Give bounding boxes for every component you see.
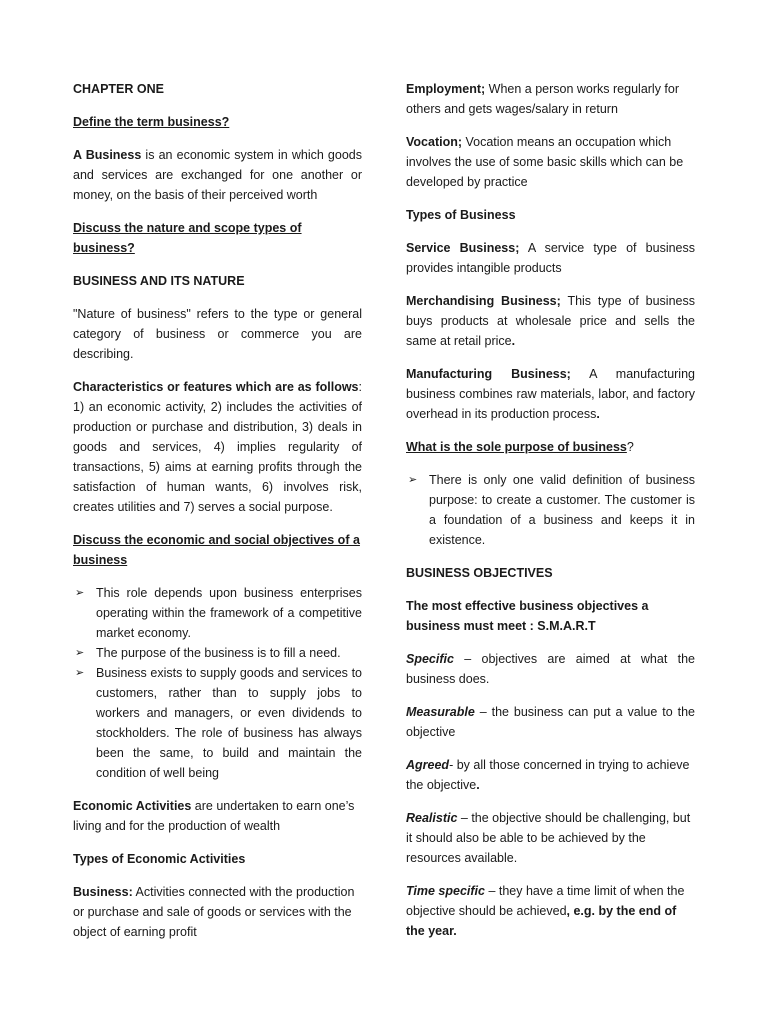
economic-activities-text: are undertaken to earn one’s living and for the production of wealth	[73, 799, 355, 833]
smart-text: – the objective should be challenging, but it should also be able to be achieved by the resources available.	[406, 811, 691, 865]
chapter-title: CHAPTER ONE	[73, 82, 164, 96]
business-definition-text: is an economic system in which goods and services are exchanged for one another or money, on the basis of their perceived worth	[73, 148, 362, 202]
service-business-term: Service Business;	[406, 241, 520, 255]
characteristics-text: : 1) an economic activity, 2) includes the activities of production or purchase and distribution, 3) deals in goods and services, 4) implies regularity of transactions, 5) aims at earning profits through the satisfaction of human wants, 6) involves risk, creates utilities and 7) serves a social purpose.	[73, 380, 362, 514]
heading-business-objectives: BUSINESS OBJECTIVES	[406, 566, 553, 580]
heading-types-economic-activities: Types of Economic Activities	[73, 852, 246, 866]
smart-text: - by all those concerned in trying to achieve the objective	[406, 758, 690, 792]
list-item	[73, 663, 362, 783]
smart-text: – objectives are aimed at what the business does.	[406, 652, 695, 686]
service-business-text: A service type of business provides intangible products	[406, 241, 695, 275]
smart-term: Specific	[406, 652, 454, 666]
characteristics-label: Characteristics or features which are as follows	[73, 380, 359, 394]
business-definition-term: A Business	[73, 148, 142, 162]
heading-business-nature: BUSINESS AND ITS NATURE	[73, 274, 245, 288]
arrow-bullet-icon: ➢	[75, 667, 85, 679]
list-item-text: This role depends upon business enterprises operating within the framework of a competitive market economy.	[96, 586, 362, 640]
heading-types-of-business: Types of Business	[406, 208, 516, 222]
smart-text: – the business can put a value to the objective	[406, 705, 695, 739]
objectives-bullet-list	[73, 583, 362, 783]
left-column	[73, 79, 362, 955]
smart-term: Realistic	[406, 811, 458, 825]
business-definition	[73, 145, 362, 205]
question-define-business: Define the term business?	[73, 115, 230, 129]
service-business-paragraph	[406, 238, 695, 278]
smart-item-measurable	[406, 702, 695, 742]
employment-paragraph	[406, 79, 695, 119]
smart-term: Measurable	[406, 705, 475, 719]
merchandising-period: .	[511, 334, 516, 348]
arrow-bullet-icon: ➢	[75, 587, 85, 599]
smart-text: – they have a time limit of when the objective should be achieved	[406, 884, 685, 918]
list-item	[73, 643, 362, 663]
vocation-paragraph	[406, 132, 695, 192]
manufacturing-business-paragraph	[406, 364, 695, 424]
business-activity-term: Business:	[73, 885, 133, 899]
employment-text: When a person works regularly for others and gets wages/salary in return	[406, 82, 680, 116]
manufacturing-business-term: Manufacturing Business;	[406, 367, 571, 381]
manufacturing-business-text: A manufacturing business combines raw materials, labor, and factory overhead in its production process	[406, 367, 695, 421]
merchandising-business-term: Merchandising Business;	[406, 294, 561, 308]
merchandising-business-text: This type of business buys products at wholesale price and sells the same at retail price	[406, 294, 695, 348]
economic-activities-term: Economic Activities	[73, 799, 192, 813]
smart-term: Time specific	[406, 884, 485, 898]
arrow-bullet-icon: ➢	[408, 474, 418, 486]
smart-term: Agreed	[406, 758, 450, 772]
smart-item-specific	[406, 649, 695, 689]
question-sole-purpose-text: What is the sole purpose of business	[406, 440, 627, 454]
list-item-text: There is only one valid definition of business purpose: to create a customer. The customer is a foundation of a business and keeps it in existence.	[429, 473, 695, 547]
characteristics-paragraph	[73, 377, 362, 517]
business-activity-paragraph	[73, 882, 362, 942]
nature-paragraph: "Nature of business" refers to the type or general category of business or commerce you are describing.	[73, 307, 362, 361]
smart-heading: The most effective business objectives a business must meet : S.M.A.R.T	[406, 599, 649, 633]
merchandising-business-paragraph	[406, 291, 695, 351]
arrow-bullet-icon: ➢	[75, 647, 85, 659]
smart-item-agreed	[406, 755, 695, 795]
manufacturing-period: .	[596, 407, 600, 421]
economic-activities-paragraph	[73, 796, 362, 836]
smart-item-time-specific	[406, 881, 695, 941]
smart-item-realistic	[406, 808, 695, 868]
question-nature-scope: Discuss the nature and scope types of business?	[73, 221, 302, 255]
purpose-bullet-list	[406, 470, 695, 550]
right-column	[406, 79, 695, 954]
question-sole-purpose	[406, 437, 695, 457]
vocation-term: Vocation;	[406, 135, 463, 149]
employment-term: Employment;	[406, 82, 486, 96]
list-item	[73, 583, 362, 643]
business-activity-text: Activities connected with the production or purchase and sale of goods or services with the object of earning profit	[73, 885, 355, 939]
smart-tail: .	[476, 778, 480, 792]
vocation-text: Vocation means an occupation which involves the use of some basic skills which can be developed by practice	[406, 135, 684, 189]
list-item-text: Business exists to supply goods and services to customers, rather than to supply jobs to workers and managers, or even dividends to stockholders. The role of business has always been the same, to build and maintain the condition of well being	[96, 666, 362, 780]
list-item-text: The purpose of the business is to fill a need.	[96, 646, 341, 660]
question-mark: ?	[626, 440, 634, 454]
list-item	[406, 470, 695, 550]
smart-tail: , e.g. by the end of the year.	[406, 904, 677, 938]
question-objectives: Discuss the economic and social objectives of a business	[73, 533, 360, 567]
